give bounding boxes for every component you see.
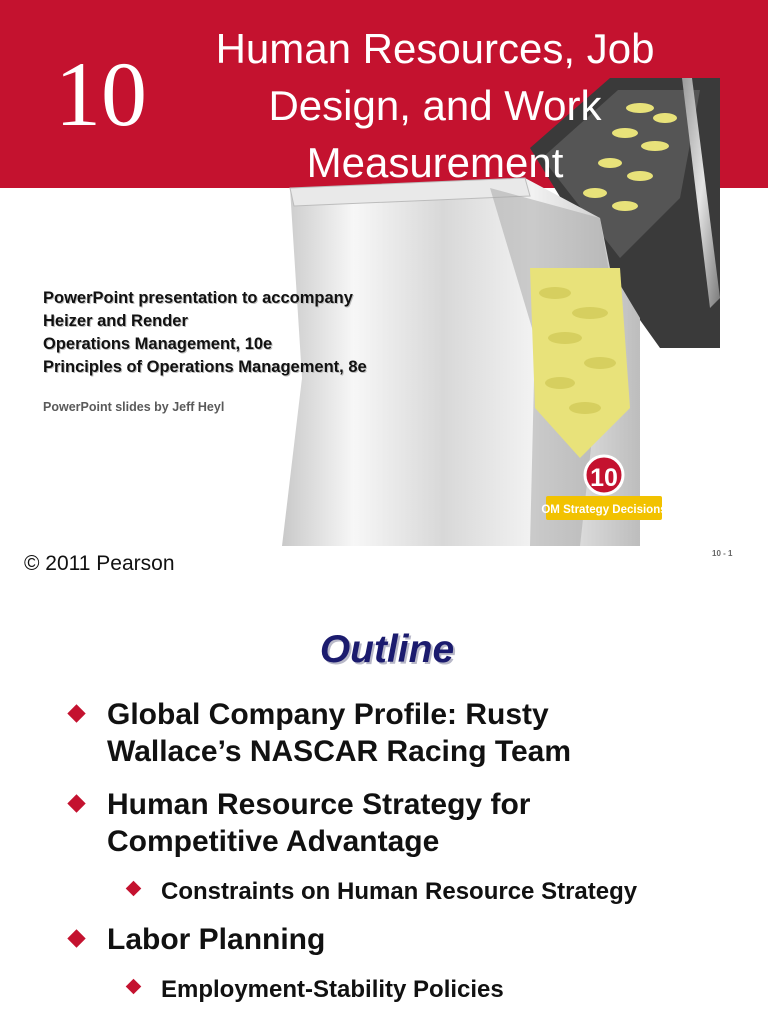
- outline-slide: [0, 590, 768, 1024]
- badge-number: 10: [590, 464, 618, 492]
- outline-bullet-line: Wallace’s NASCAR Racing Team: [107, 735, 572, 768]
- outline-sub-bullet: [161, 975, 504, 1005]
- outline-bullet-line: Human Resource Strategy for: [107, 788, 531, 821]
- outline-bullet-line: Global Company Profile: Rusty: [107, 698, 549, 731]
- outline-title: Outline: [319, 628, 455, 671]
- copyright-notice: © 2011 Pearson: [24, 552, 175, 575]
- outline-bullet-line: Competitive Advantage: [107, 825, 440, 858]
- diamond-bullet-icon: [67, 929, 85, 947]
- slides-credit: PowerPoint slides by Jeff Heyl: [43, 400, 225, 414]
- presentation-info-line: Heizer and Render: [43, 312, 188, 330]
- outline-bullet-line: Employment-Stability Policies: [161, 976, 504, 1003]
- diamond-bullet-icon: [126, 979, 142, 995]
- presentation-info-line: Principles of Operations Management, 8e: [43, 358, 367, 376]
- chapter-number: 10: [55, 43, 147, 145]
- diamond-bullet-icon: [126, 881, 142, 897]
- diamond-bullet-icon: [67, 704, 85, 722]
- diamond-bullet-icon: [67, 794, 85, 812]
- presentation-info: [43, 287, 367, 379]
- presentation-info-line: PowerPoint presentation to accompany: [43, 289, 353, 307]
- outline-bullet-line: Labor Planning: [107, 923, 326, 956]
- outline-bullet: [107, 786, 530, 860]
- outline-bullet: [107, 921, 325, 958]
- outline-bullet-line: Constraints on Human Resource Strategy: [161, 878, 638, 905]
- slide-number: 10 - 1: [712, 549, 733, 558]
- presentation-info-line: Operations Management, 10e: [43, 335, 273, 353]
- badge-label: OM Strategy Decisions: [541, 504, 667, 516]
- slide-title-line: Design, and Work: [268, 82, 602, 129]
- outline-bullet: [107, 696, 571, 770]
- slide-title-line: Measurement: [306, 139, 564, 186]
- slide-title-line: Human Resources, Job: [215, 25, 655, 72]
- slide-title: [196, 20, 674, 191]
- outline-sub-bullet: [161, 877, 637, 907]
